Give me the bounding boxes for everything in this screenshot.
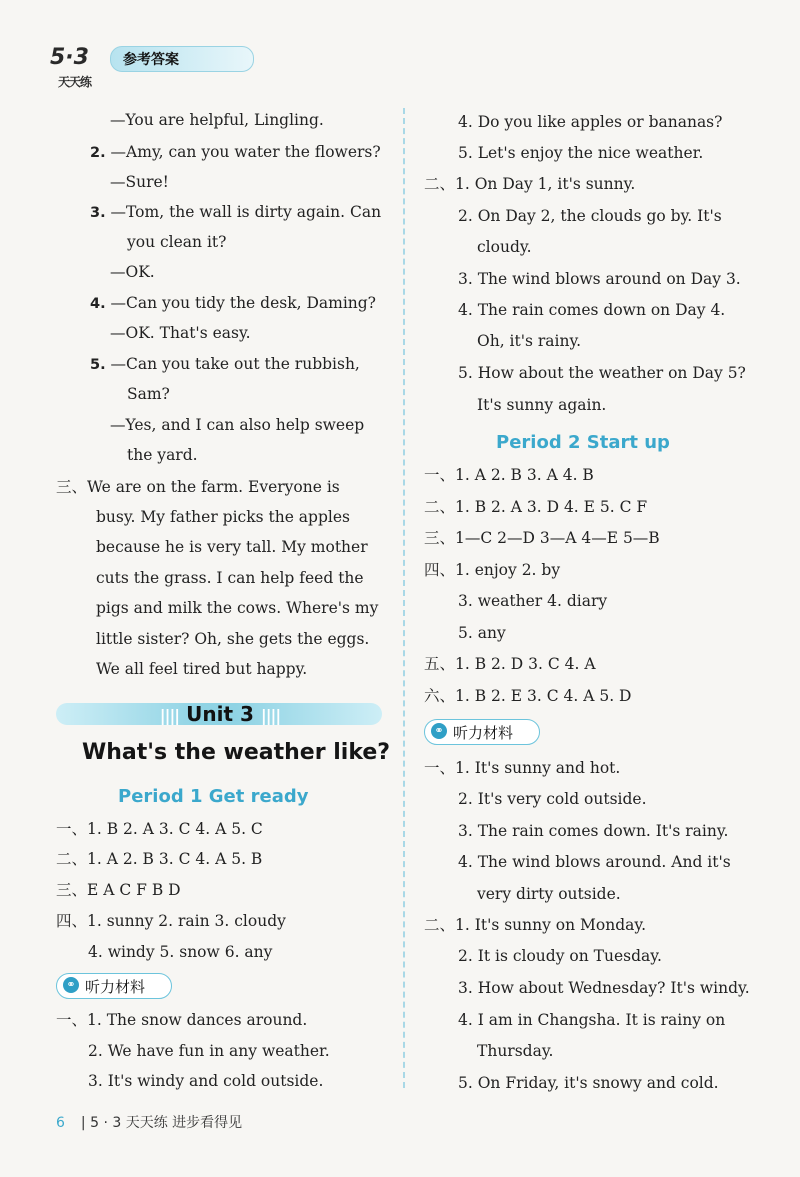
right-line: 4. Do you like apples or bananas?: [458, 113, 723, 131]
paragraph-line: little sister? Oh, she gets the eggs.: [96, 630, 370, 648]
dialogue-line: the yard.: [127, 446, 198, 464]
right-line: 5. How about the weather on Day 5?: [458, 364, 746, 382]
answer-line: 4. windy 5. snow 6. any: [88, 943, 273, 961]
column-divider: [403, 108, 405, 1088]
listening-line: 2. It's very cold outside.: [458, 790, 647, 808]
headphones-icon: ⚭: [63, 977, 79, 993]
dialogue-line: Sam?: [127, 385, 170, 403]
page-footer: [56, 1112, 242, 1132]
answer-line: 二、1. A 2. B 3. C 4. A 5. B: [56, 850, 263, 868]
answer-line: 六、1. B 2. E 3. C 4. A 5. D: [424, 687, 632, 705]
listening-line: 3. The rain comes down. It's rainy.: [458, 822, 729, 840]
answer-line: 四、1. sunny 2. rain 3. cloudy: [56, 912, 286, 930]
paragraph-line: busy. My father picks the apples: [96, 508, 350, 526]
right-line: Oh, it's rainy.: [477, 332, 582, 350]
listening-line: 二、1. It's sunny on Monday.: [424, 916, 647, 934]
dialogue-line: 4. —Can you tidy the desk, Daming?: [90, 294, 376, 312]
answer-line: 一、1. A 2. B 3. A 4. B: [424, 466, 594, 484]
paragraph-line: cuts the grass. I can help feed the: [96, 569, 364, 587]
answer-tag: [110, 46, 254, 72]
unit-subtitle: What's the weather like?: [82, 740, 391, 765]
right-line: cloudy.: [477, 238, 532, 256]
paragraph-line: We all feel tired but happy.: [96, 660, 308, 678]
unit-title: |||| Unit 3 ||||: [159, 702, 281, 726]
listening-line: 一、1. The snow dances around.: [56, 1011, 308, 1029]
dialogue-line: you clean it?: [127, 233, 227, 251]
logo-sub: 天天练: [58, 75, 92, 89]
period-2-title: Period 2 Start up: [496, 432, 670, 453]
right-line: 3. The wind blows around on Day 3.: [458, 270, 741, 288]
paragraph-line: 三、We are on the farm. Everyone is: [56, 478, 340, 496]
dialogue-line: —Yes, and I can also help sweep: [110, 416, 365, 434]
right-line: 2. On Day 2, the clouds go by. It's: [458, 207, 722, 225]
listening-line: 2. It is cloudy on Tuesday.: [458, 947, 662, 965]
right-line: It's sunny again.: [477, 396, 607, 414]
listening-material-tag: ⚭ 听力材料: [56, 973, 172, 999]
footer-text: | 5 · 3 天天练 进步看得见: [80, 1115, 243, 1131]
listening-line: 2. We have fun in any weather.: [88, 1042, 330, 1060]
dialogue-line: —Sure!: [110, 173, 169, 191]
answer-line: 四、1. enjoy 2. by: [424, 561, 561, 579]
page-number: 6: [56, 1115, 65, 1131]
logo: [50, 38, 106, 89]
answer-line: 五、1. B 2. D 3. C 4. A: [424, 655, 596, 673]
dialogue-line: —OK.: [110, 263, 155, 281]
answer-line: 三、1—C 2—D 3—A 4—E 5—B: [424, 529, 660, 547]
listening-material-tag: ⚭ 听力材料: [424, 719, 540, 745]
paragraph-line: pigs and milk the cows. Where's my: [96, 599, 379, 617]
dialogue-line: 5. —Can you take out the rubbish,: [90, 355, 360, 373]
dialogue-line: —OK. That's easy.: [110, 324, 251, 342]
dialogue-line: —You are helpful, Lingling.: [110, 111, 324, 129]
answer-line: 3. weather 4. diary: [458, 592, 608, 610]
listening-line: 一、1. It's sunny and hot.: [424, 759, 621, 777]
right-line: 5. Let's enjoy the nice weather.: [458, 144, 704, 162]
listening-line: Thursday.: [477, 1042, 554, 1060]
answer-tag-label: 参考答案: [123, 52, 179, 68]
listening-line: 4. The wind blows around. And it's: [458, 853, 731, 871]
answer-line: 三、E A C F B D: [56, 881, 181, 899]
headphones-icon: ⚭: [431, 723, 447, 739]
answer-line: 一、1. B 2. A 3. C 4. A 5. C: [56, 820, 263, 838]
logo-main: 5·3: [50, 45, 89, 70]
dialogue-line: 3. —Tom, the wall is dirty again. Can: [90, 203, 382, 221]
answer-line: 二、1. B 2. A 3. D 4. E 5. C F: [424, 498, 648, 516]
right-line: 4. The rain comes down on Day 4.: [458, 301, 726, 319]
period-1-title: Period 1 Get ready: [118, 786, 309, 807]
listening-line: 5. On Friday, it's snowy and cold.: [458, 1074, 719, 1092]
listening-line: 3. It's windy and cold outside.: [88, 1072, 324, 1090]
listening-line: very dirty outside.: [477, 885, 621, 903]
dialogue-line: 2. —Amy, can you water the flowers?: [90, 143, 381, 161]
answer-line: 5. any: [458, 624, 506, 642]
listening-line: 4. I am in Changsha. It is rainy on: [458, 1011, 726, 1029]
listening-line: 3. How about Wednesday? It's windy.: [458, 979, 750, 997]
paragraph-line: because he is very tall. My mother: [96, 538, 368, 556]
right-line: 二、1. On Day 1, it's sunny.: [424, 175, 636, 193]
